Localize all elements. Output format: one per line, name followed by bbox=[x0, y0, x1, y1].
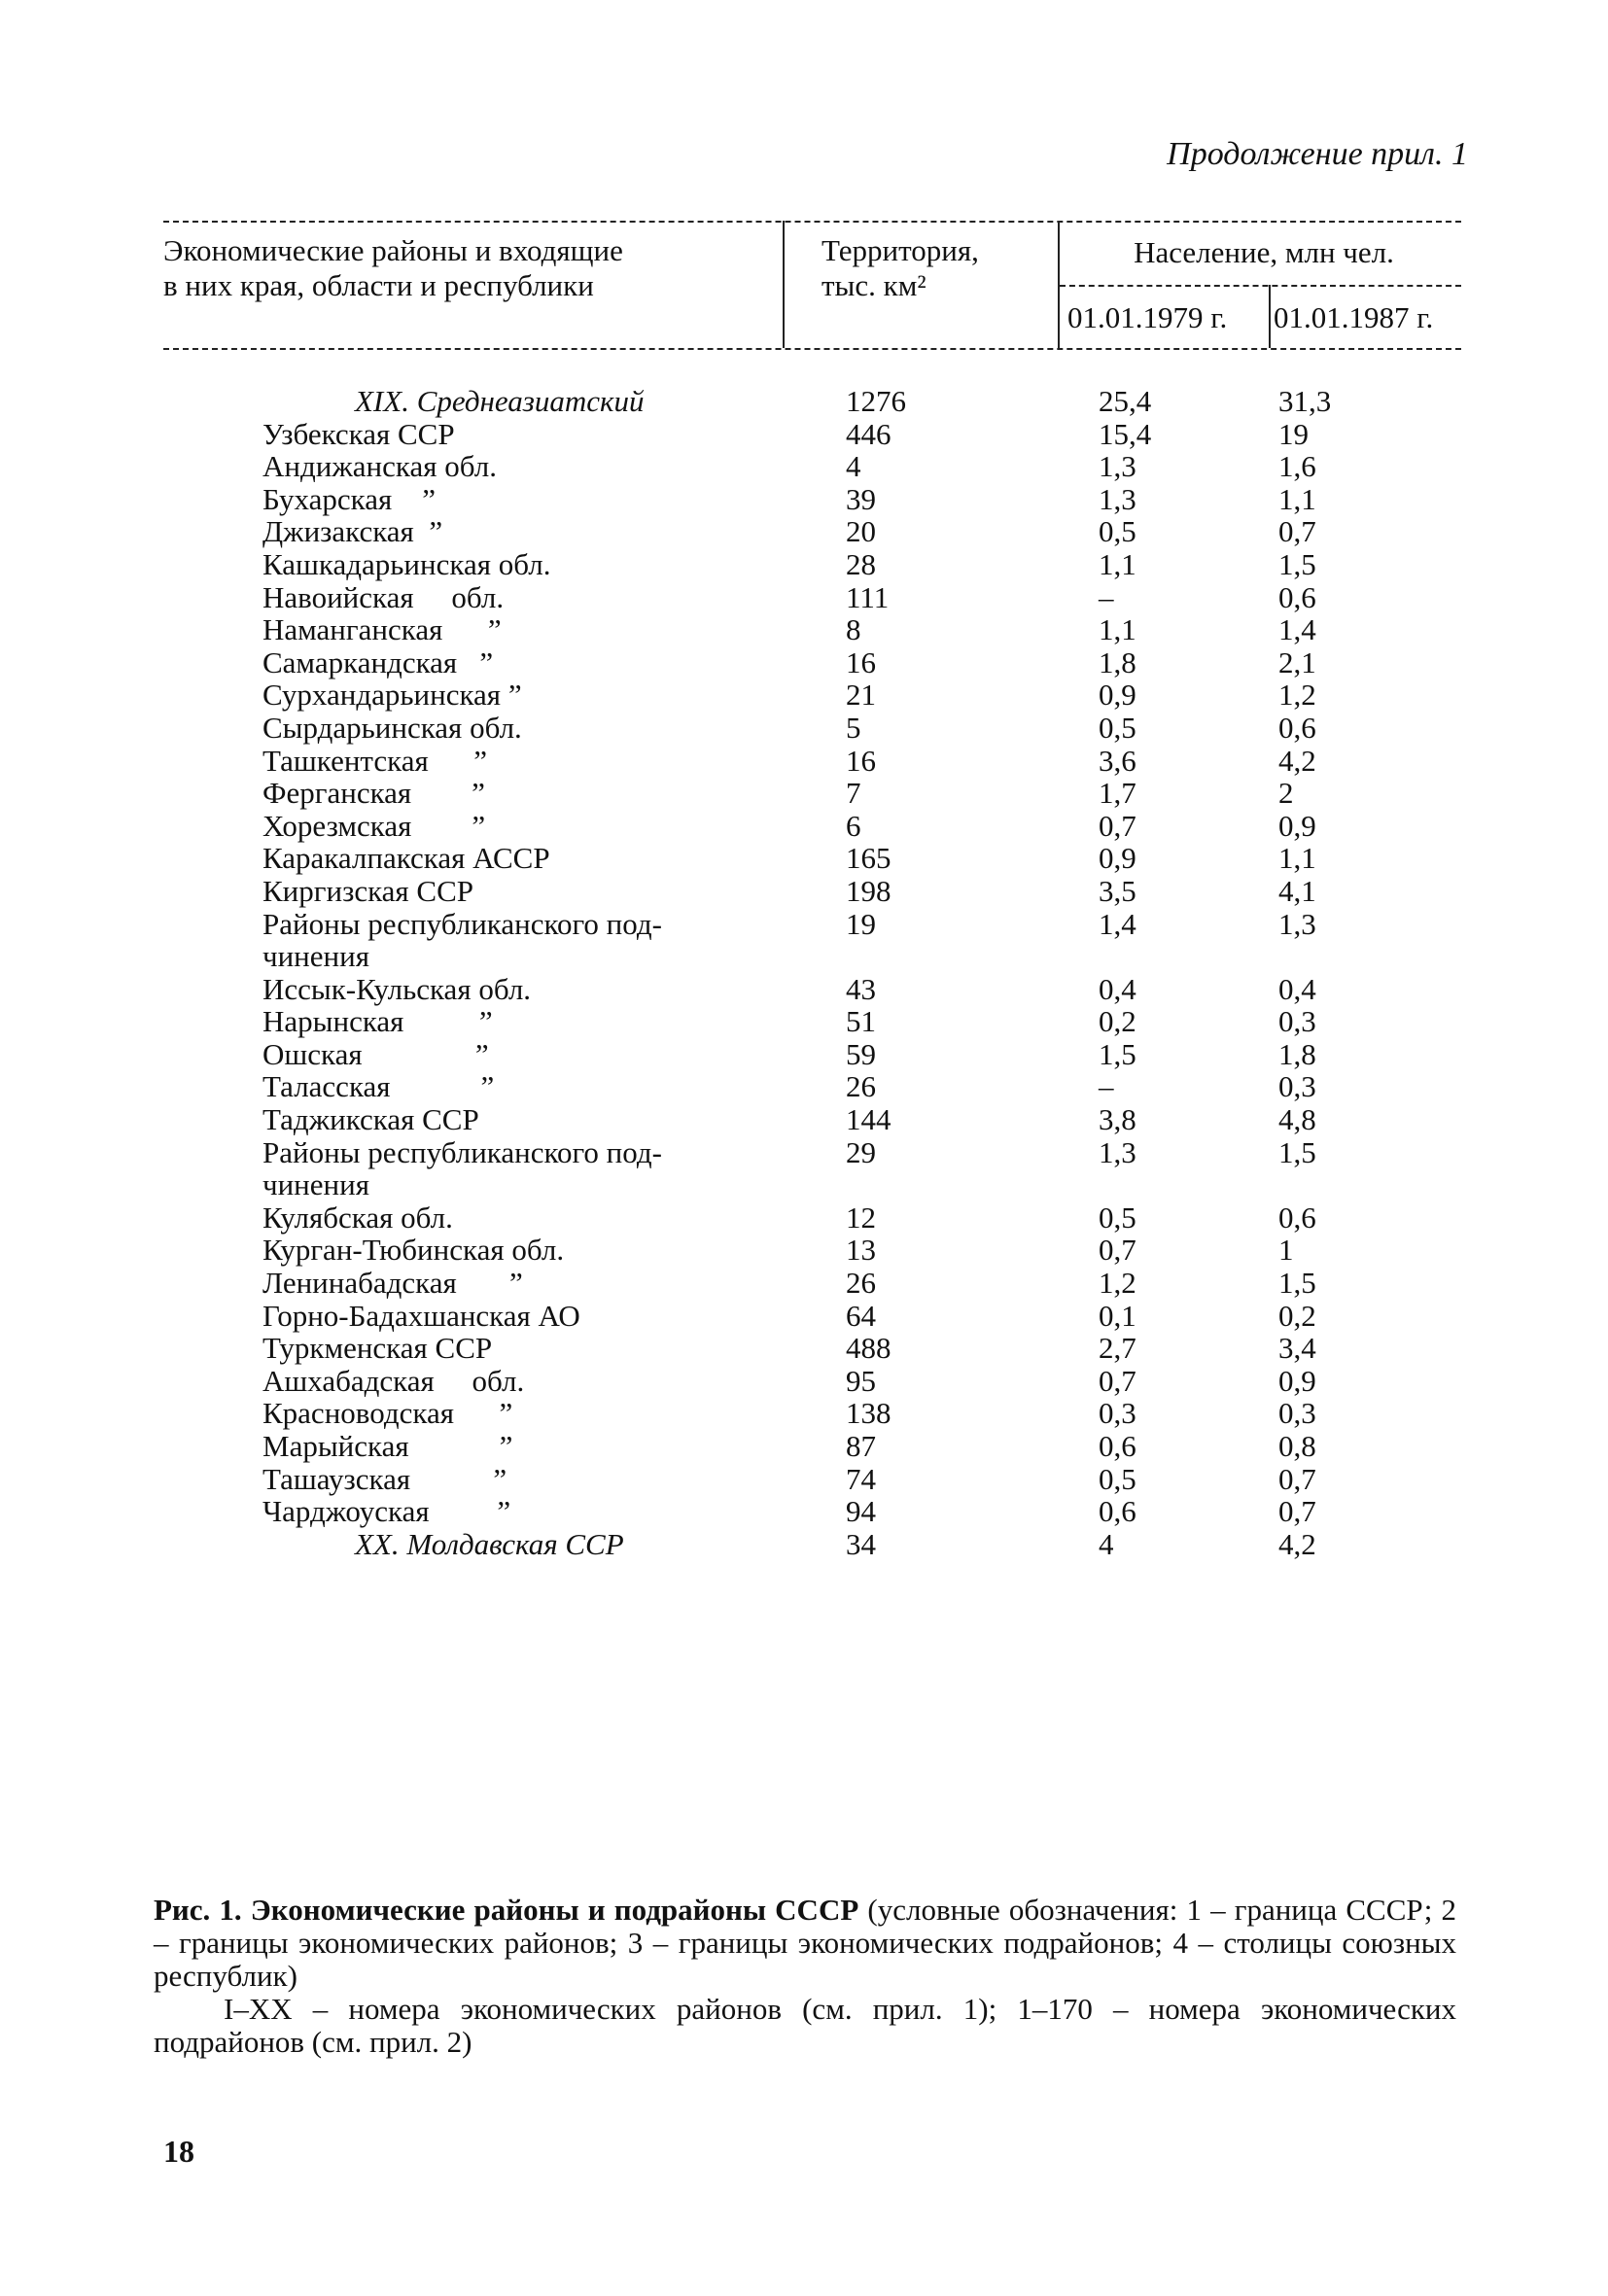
territory-value: 5 bbox=[846, 710, 861, 745]
region-name: Туркменская ССР bbox=[262, 1331, 493, 1366]
header-pop-1979: 01.01.1979 г. bbox=[1067, 300, 1228, 334]
territory-value: 16 bbox=[846, 644, 876, 679]
population-1987: 31,3 bbox=[1278, 384, 1332, 418]
population-1987: 1,3 bbox=[1278, 906, 1316, 941]
table-body bbox=[0, 385, 1608, 1560]
population-1979: 25,4 bbox=[1099, 384, 1152, 418]
population-1987: 0,3 bbox=[1278, 1004, 1316, 1039]
table-row bbox=[0, 1332, 1608, 1365]
territory-value: 165 bbox=[846, 841, 891, 876]
territory-value: 95 bbox=[846, 1363, 876, 1398]
population-1979: 0,9 bbox=[1099, 678, 1136, 713]
table-row bbox=[0, 1463, 1608, 1496]
region-name: Чарджоуская ” bbox=[262, 1494, 511, 1529]
table-row bbox=[0, 581, 1608, 614]
column-divider-2 bbox=[1058, 221, 1060, 348]
population-1987: 0,9 bbox=[1278, 808, 1316, 843]
population-1987: 0,7 bbox=[1278, 1461, 1316, 1496]
table-row bbox=[0, 1136, 1608, 1169]
population-1987: 0,2 bbox=[1278, 1298, 1316, 1333]
caption-text-1: (условные обозначения: 1 – граница СССР; 2 – границы экономических районов; 3 – границы экономических подрайонов; 4 – столицы союзных республик) bbox=[154, 1893, 1456, 1993]
territory-value: 1276 bbox=[846, 384, 906, 418]
population-1987: 1,8 bbox=[1278, 1036, 1316, 1071]
territory-value: 51 bbox=[846, 1004, 876, 1039]
population-1979: 3,6 bbox=[1099, 743, 1136, 778]
table-row bbox=[0, 777, 1608, 810]
region-name: Кулябская обл. bbox=[262, 1200, 453, 1235]
region-name: Хорезмская ” bbox=[262, 808, 486, 843]
population-1987: 0,6 bbox=[1278, 579, 1316, 614]
population-1987: 1,1 bbox=[1278, 841, 1316, 876]
population-1979: 0,7 bbox=[1099, 1363, 1136, 1398]
population-1979: 4 bbox=[1099, 1526, 1114, 1561]
table-row bbox=[0, 646, 1608, 679]
region-name: Джизакская ” bbox=[262, 514, 443, 549]
territory-value: 20 bbox=[846, 514, 876, 549]
population-1979: 1,2 bbox=[1099, 1266, 1136, 1301]
table-row bbox=[0, 810, 1608, 843]
region-name: Таджикская ССР bbox=[262, 1102, 479, 1137]
population-1979: 2,7 bbox=[1099, 1331, 1136, 1366]
population-1987: 0,6 bbox=[1278, 710, 1316, 745]
region-name: Ошская ” bbox=[262, 1036, 489, 1071]
population-1987: 1,6 bbox=[1278, 449, 1316, 484]
column-divider-1 bbox=[783, 221, 785, 348]
population-1987: 2 bbox=[1278, 776, 1294, 811]
table-row bbox=[0, 1038, 1608, 1071]
table-row bbox=[0, 1365, 1608, 1398]
population-1987: 3,4 bbox=[1278, 1331, 1316, 1366]
region-name: Кашкадарьинская обл. bbox=[262, 546, 551, 581]
region-name: Ленинабадская ” bbox=[262, 1266, 523, 1301]
region-name: Каракалпакская АССР bbox=[262, 841, 550, 876]
population-1987: 4,8 bbox=[1278, 1102, 1316, 1137]
table-row bbox=[0, 875, 1608, 908]
region-name: Районы республиканского под- bbox=[262, 1134, 662, 1169]
territory-value: 94 bbox=[846, 1494, 876, 1529]
population-1987: 0,7 bbox=[1278, 514, 1316, 549]
territory-value: 29 bbox=[846, 1134, 876, 1169]
population-1979: 1,3 bbox=[1099, 1134, 1136, 1169]
territory-value: 138 bbox=[846, 1396, 891, 1431]
table-row bbox=[0, 678, 1608, 712]
population-1979: 0,5 bbox=[1099, 1461, 1136, 1496]
population-1987: 19 bbox=[1278, 416, 1309, 451]
territory-value: 7 bbox=[846, 776, 861, 811]
table-row bbox=[0, 1267, 1608, 1300]
table-row bbox=[0, 1201, 1608, 1235]
population-1987: 1,1 bbox=[1278, 481, 1316, 516]
region-name: Ашхабадская обл. bbox=[262, 1363, 525, 1398]
territory-value: 26 bbox=[846, 1266, 876, 1301]
region-name: чинения bbox=[262, 939, 369, 974]
table-row bbox=[0, 1070, 1608, 1103]
region-name: Красноводская ” bbox=[262, 1396, 513, 1431]
population-1979: 0,6 bbox=[1099, 1494, 1136, 1529]
territory-value: 6 bbox=[846, 808, 861, 843]
territory-value: 144 bbox=[846, 1102, 891, 1137]
population-1979: 0,2 bbox=[1099, 1004, 1136, 1039]
territory-value: 43 bbox=[846, 971, 876, 1006]
population-1987: 4,2 bbox=[1278, 1526, 1316, 1561]
table-row bbox=[0, 1168, 1608, 1201]
table-row bbox=[0, 385, 1608, 418]
population-1979: 0,7 bbox=[1099, 1233, 1136, 1268]
table-row bbox=[0, 1397, 1608, 1430]
population-1979: 0,7 bbox=[1099, 808, 1136, 843]
population-1987: 0,8 bbox=[1278, 1429, 1316, 1463]
table-row bbox=[0, 973, 1608, 1006]
region-name: Сурхандарьинская ” bbox=[262, 678, 522, 713]
population-1979: 1,3 bbox=[1099, 449, 1136, 484]
population-1979: 1,1 bbox=[1099, 612, 1136, 647]
table-row bbox=[0, 515, 1608, 548]
table-row bbox=[0, 712, 1608, 745]
territory-value: 87 bbox=[846, 1429, 876, 1463]
region-name: Ташкентская ” bbox=[262, 743, 487, 778]
population-1987: 0,6 bbox=[1278, 1200, 1316, 1235]
population-1979: 1,4 bbox=[1099, 906, 1136, 941]
region-name: Самаркандская ” bbox=[262, 644, 494, 679]
territory-value: 4 bbox=[846, 449, 861, 484]
territory-value: 28 bbox=[846, 546, 876, 581]
table-row bbox=[0, 483, 1608, 516]
territory-value: 59 bbox=[846, 1036, 876, 1071]
table-row bbox=[0, 1103, 1608, 1136]
region-name: Ферганская ” bbox=[262, 776, 485, 811]
running-head: Продолжение прил. 1 bbox=[1167, 136, 1468, 172]
population-1979: 1,3 bbox=[1099, 481, 1136, 516]
population-1979: 0,5 bbox=[1099, 514, 1136, 549]
figure-caption bbox=[154, 1894, 1456, 2059]
region-name: Ташаузская ” bbox=[262, 1461, 507, 1496]
territory-value: 446 bbox=[846, 416, 891, 451]
population-1979: 3,5 bbox=[1099, 873, 1136, 908]
header-population: Население, млн чел. bbox=[1134, 235, 1394, 269]
page-number: 18 bbox=[163, 2134, 194, 2169]
population-1979: 0,6 bbox=[1099, 1429, 1136, 1463]
population-1987: 4,2 bbox=[1278, 743, 1316, 778]
population-1987: 2,1 bbox=[1278, 644, 1316, 679]
territory-value: 21 bbox=[846, 678, 876, 713]
population-1987: 0,4 bbox=[1278, 971, 1316, 1006]
region-name: Курган-Тюбинская обл. bbox=[262, 1233, 565, 1268]
population-1987: 0,3 bbox=[1278, 1396, 1316, 1431]
region-name: Навоийская обл. bbox=[262, 579, 505, 614]
population-1979: 1,5 bbox=[1099, 1036, 1136, 1071]
territory-value: 198 bbox=[846, 873, 891, 908]
population-1987: 4,1 bbox=[1278, 873, 1316, 908]
population-1979: 0,1 bbox=[1099, 1298, 1136, 1333]
region-name: Горно-Бадахшанская АО bbox=[262, 1298, 580, 1333]
population-1987: 1,2 bbox=[1278, 678, 1316, 713]
region-name: Наманганская ” bbox=[262, 612, 502, 647]
region-name: Марыйская ” bbox=[262, 1429, 513, 1463]
population-1987: 1,4 bbox=[1278, 612, 1316, 647]
region-name: Нарынская ” bbox=[262, 1004, 493, 1039]
table-row bbox=[0, 1005, 1608, 1038]
region-name: Андижанская обл. bbox=[262, 449, 497, 484]
population-1987: 1 bbox=[1278, 1233, 1294, 1268]
header-regions: Экономические районы и входящие в них края, области и республики bbox=[163, 233, 623, 302]
territory-value: 39 bbox=[846, 481, 876, 516]
population-1979: 0,9 bbox=[1099, 841, 1136, 876]
caption-text-2: I–XX – номера экономических районов (см. прил. 1); 1–170 – номера экономических подрайонов (см. прил. 2) bbox=[154, 1992, 1456, 2059]
region-name: Районы республиканского под- bbox=[262, 906, 662, 941]
territory-value: 8 bbox=[846, 612, 861, 647]
territory-value: 13 bbox=[846, 1233, 876, 1268]
population-1979: 3,8 bbox=[1099, 1102, 1136, 1137]
territory-value: 34 bbox=[846, 1526, 876, 1561]
territory-value: 488 bbox=[846, 1331, 891, 1366]
population-1987: 0,9 bbox=[1278, 1363, 1316, 1398]
population-1979: 15,4 bbox=[1099, 416, 1152, 451]
region-name: XIX. Среднеазиатский bbox=[355, 384, 645, 418]
population-1979: 0,5 bbox=[1099, 1200, 1136, 1235]
territory-value: 111 bbox=[846, 579, 890, 614]
population-1987: 1,5 bbox=[1278, 1134, 1316, 1169]
table-row bbox=[0, 745, 1608, 778]
territory-value: 74 bbox=[846, 1461, 876, 1496]
population-1979: – bbox=[1099, 579, 1114, 614]
table-row bbox=[0, 418, 1608, 451]
territory-value: 19 bbox=[846, 906, 876, 941]
table-row bbox=[0, 613, 1608, 646]
table-row bbox=[0, 908, 1608, 941]
region-name: XX. Молдавская ССР bbox=[355, 1526, 624, 1561]
table-row bbox=[0, 842, 1608, 875]
table-row bbox=[0, 1495, 1608, 1528]
territory-value: 64 bbox=[846, 1298, 876, 1333]
population-1979: 1,7 bbox=[1099, 776, 1136, 811]
population-1979: 0,5 bbox=[1099, 710, 1136, 745]
population-1987: 1,5 bbox=[1278, 1266, 1316, 1301]
region-name: Сырдарьинская обл. bbox=[262, 710, 522, 745]
table-row bbox=[0, 1528, 1608, 1561]
table-row bbox=[0, 940, 1608, 973]
table-header-bottom-rule bbox=[163, 348, 1461, 350]
header-pop-1987: 01.01.1987 г. bbox=[1274, 300, 1434, 334]
region-name: Бухарская ” bbox=[262, 481, 437, 516]
region-name: Иссык-Кульская обл. bbox=[262, 971, 532, 1006]
region-name: Киргизская ССР bbox=[262, 873, 474, 908]
table-row bbox=[0, 1430, 1608, 1463]
region-name: Таласская ” bbox=[262, 1069, 495, 1104]
table-row bbox=[0, 1300, 1608, 1333]
population-1979: 0,4 bbox=[1099, 971, 1136, 1006]
territory-value: 26 bbox=[846, 1069, 876, 1104]
table-row bbox=[0, 450, 1608, 483]
population-1979: 1,8 bbox=[1099, 644, 1136, 679]
population-subheader-rule bbox=[1060, 285, 1461, 287]
table-row bbox=[0, 1234, 1608, 1267]
territory-value: 12 bbox=[846, 1200, 876, 1235]
population-1987: 0,7 bbox=[1278, 1494, 1316, 1529]
territory-value: 16 bbox=[846, 743, 876, 778]
region-name: Узбекская ССР bbox=[262, 416, 455, 451]
table-row bbox=[0, 548, 1608, 581]
region-name: чинения bbox=[262, 1167, 369, 1202]
header-territory: Территория, тыс. км² bbox=[821, 233, 979, 302]
population-1987: 1,5 bbox=[1278, 546, 1316, 581]
population-1979: 0,3 bbox=[1099, 1396, 1136, 1431]
population-1987: 0,3 bbox=[1278, 1069, 1316, 1104]
caption-title: Рис. 1. Экономические районы и подрайоны СССР bbox=[154, 1893, 859, 1927]
population-1979: – bbox=[1099, 1069, 1114, 1104]
table-top-rule bbox=[163, 221, 1461, 223]
population-1979: 1,1 bbox=[1099, 546, 1136, 581]
